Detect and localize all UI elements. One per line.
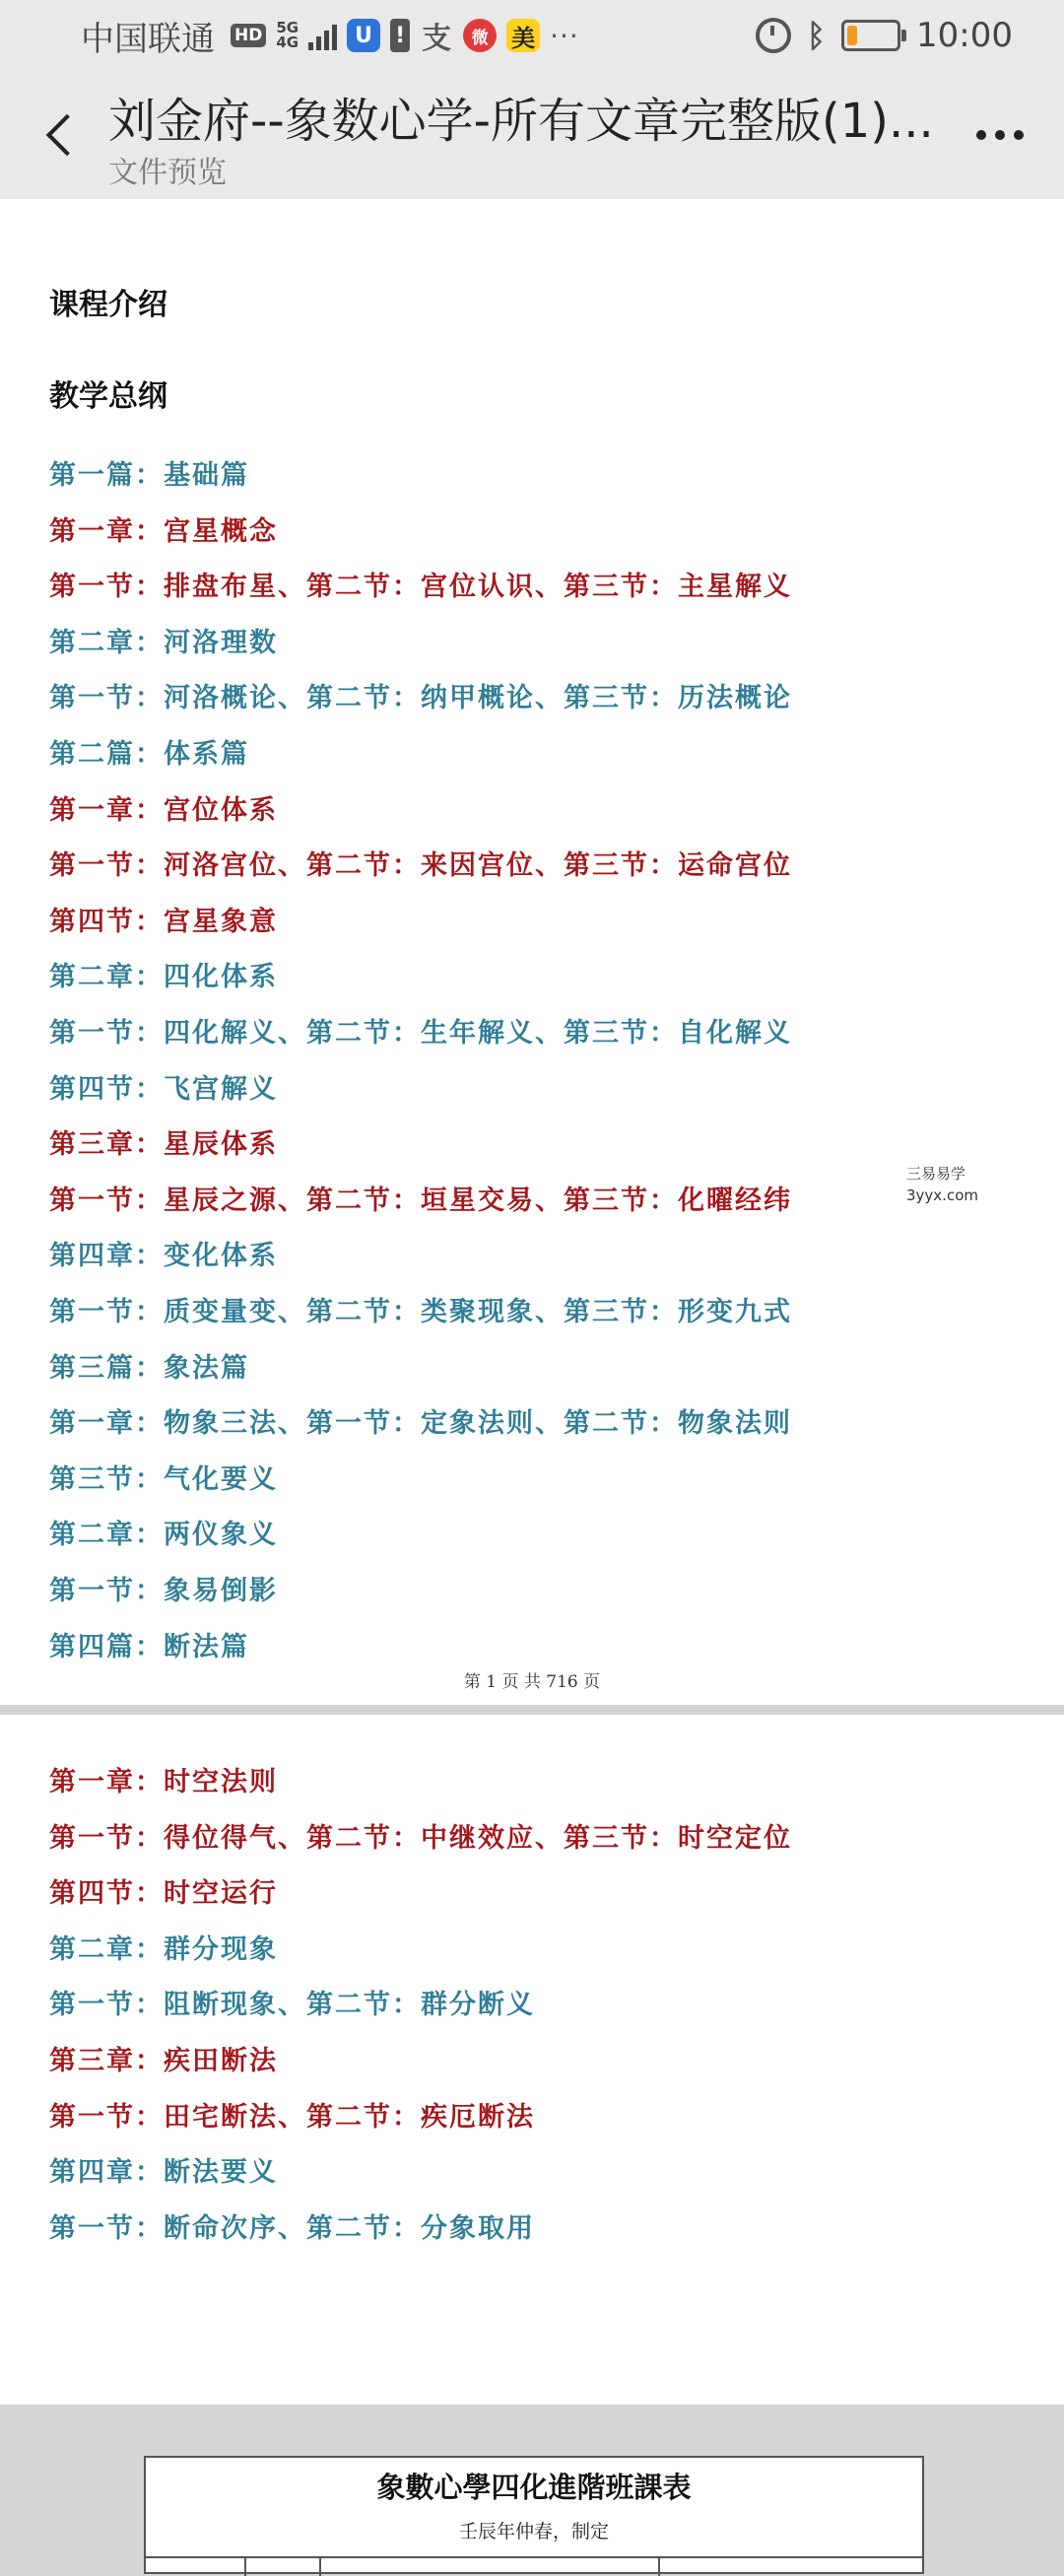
toc-line: 第三章：星辰体系 xyxy=(49,1129,278,1161)
toc-line: 第一章：时空法则 xyxy=(49,1767,278,1797)
status-bar xyxy=(0,0,1064,71)
toc-line: 第二章：两仪象义 xyxy=(49,1520,278,1551)
document-page-1 xyxy=(0,199,1064,1705)
toc-line: 第一篇：基础篇 xyxy=(49,460,249,491)
schedule-table-title: 象數心學四化進階班課表 xyxy=(376,2471,692,2504)
table-column-line xyxy=(319,2556,321,2576)
toc-line: 第二章：四化体系 xyxy=(49,962,278,993)
status-right-group xyxy=(756,12,1013,59)
page-divider xyxy=(0,1705,1064,1715)
dot-icon xyxy=(976,130,986,140)
toc-line: 第四章：断法要义 xyxy=(49,2157,278,2189)
toc-line: 第二篇：体系篇 xyxy=(49,739,249,770)
file-preview-label: 文件预览 xyxy=(108,156,227,190)
schedule-table-subtitle: 壬辰年仲春，制定 xyxy=(458,2521,609,2542)
toc-line: 第四节：宫星象意 xyxy=(49,906,278,937)
battery-level-fill xyxy=(847,26,857,45)
course-intro-heading: 课程介绍 xyxy=(49,288,167,322)
table-column-line xyxy=(244,2556,246,2576)
toc-line: 第一节：河洛宫位、第二节：来因宫位、第三节：运命宫位 xyxy=(49,850,792,882)
u-app-notification-icon: U xyxy=(347,19,380,52)
carrier-name: 中国联通 xyxy=(81,19,215,59)
hd-icon: HD xyxy=(231,24,266,47)
toc-line: 第一节：排盘布星、第二节：宫位认识、第三节：主星解义 xyxy=(49,572,792,603)
toc-line: 第一章：宫星概念 xyxy=(49,515,278,547)
toc-line: 第一章：宫位体系 xyxy=(49,794,278,826)
network-top-label: 5G xyxy=(276,19,299,36)
toc-line: 第一节：得位得气、第二节：中继效应、第三节：时空定位 xyxy=(49,1822,792,1854)
toc-line: 第二章：河洛理数 xyxy=(49,627,278,658)
toc-line: 第四节：时空运行 xyxy=(49,1878,278,1910)
status-time: 10:00 xyxy=(916,16,1013,55)
watermark-url: 3yyx.com xyxy=(906,1186,978,1204)
toc-line: 第四节：飞宫解义 xyxy=(49,1073,278,1105)
dot-icon xyxy=(1014,130,1024,140)
network-type-icon xyxy=(276,21,299,50)
watermark-name: 三易易学 xyxy=(906,1165,966,1183)
toc-line: 第一节：阻断现象、第二节：群分断义 xyxy=(49,1990,535,2021)
page-number-indicator: 第 1 页 共 716 页 xyxy=(463,1672,601,1692)
dot-icon xyxy=(995,130,1005,140)
status-left-group xyxy=(81,12,579,59)
site-watermark xyxy=(906,1163,978,1206)
more-notifications-icon: ··· xyxy=(550,19,579,52)
syllabus-heading: 教学总纲 xyxy=(49,379,167,414)
back-button[interactable] xyxy=(32,101,91,169)
file-title: 刘金府--象数心学-所有文章完整版(1)... xyxy=(108,94,934,149)
alipay-notification-icon: 支 xyxy=(422,22,452,56)
toc-line: 第四章：变化体系 xyxy=(49,1241,278,1272)
meituan-notification-icon: 美 xyxy=(506,19,540,52)
schedule-table xyxy=(144,2456,924,2574)
weibo-notification-icon: 微 xyxy=(463,19,497,52)
toc-line: 第一节：河洛概论、第二节：纳甲概论、第三节：历法概论 xyxy=(49,683,792,714)
toc-line: 第一节：断命次序、第二节：分象取用 xyxy=(49,2212,535,2244)
app-header xyxy=(0,71,1064,199)
toc-line: 第三节：气化要义 xyxy=(49,1463,278,1495)
toc-line: 第一节：田宅断法、第二节：疾厄断法 xyxy=(49,2101,535,2133)
network-bottom-label: 4G xyxy=(276,34,299,51)
table-divider xyxy=(146,2556,922,2558)
signal-strength-icon xyxy=(308,21,337,50)
toc-line: 第一节：质变量变、第二节：类聚现象、第三节：形变九式 xyxy=(49,1297,792,1327)
back-arrow-icon xyxy=(46,114,88,156)
toc-line: 第一节：四化解义、第二节：生年解义、第三节：自化解义 xyxy=(49,1018,792,1049)
toc-line: 第一节：星辰之源、第二节：垣星交易、第三节：化曜经纬 xyxy=(49,1185,792,1216)
alert-notification-icon: ! xyxy=(390,19,410,52)
toc-line: 第一章：物象三法、第一节：定象法则、第二节：物象法则 xyxy=(49,1408,792,1440)
toc-line: 第一节：象易倒影 xyxy=(49,1576,278,1606)
toc-line: 第二章：群分现象 xyxy=(49,1933,278,1965)
document-page-2 xyxy=(0,1715,1064,2542)
battery-icon xyxy=(841,20,900,51)
toc-line: 第四篇：断法篇 xyxy=(49,1631,249,1662)
toc-line: 第三篇：象法篇 xyxy=(49,1352,249,1384)
toc-line: 第三章：疾田断法 xyxy=(49,2046,278,2076)
bluetooth-icon: ᛒ xyxy=(806,17,827,54)
document-viewer[interactable] xyxy=(0,199,1064,2542)
alarm-icon xyxy=(756,18,791,53)
more-options-button[interactable] xyxy=(965,110,1034,160)
table-column-line xyxy=(658,2556,660,2576)
